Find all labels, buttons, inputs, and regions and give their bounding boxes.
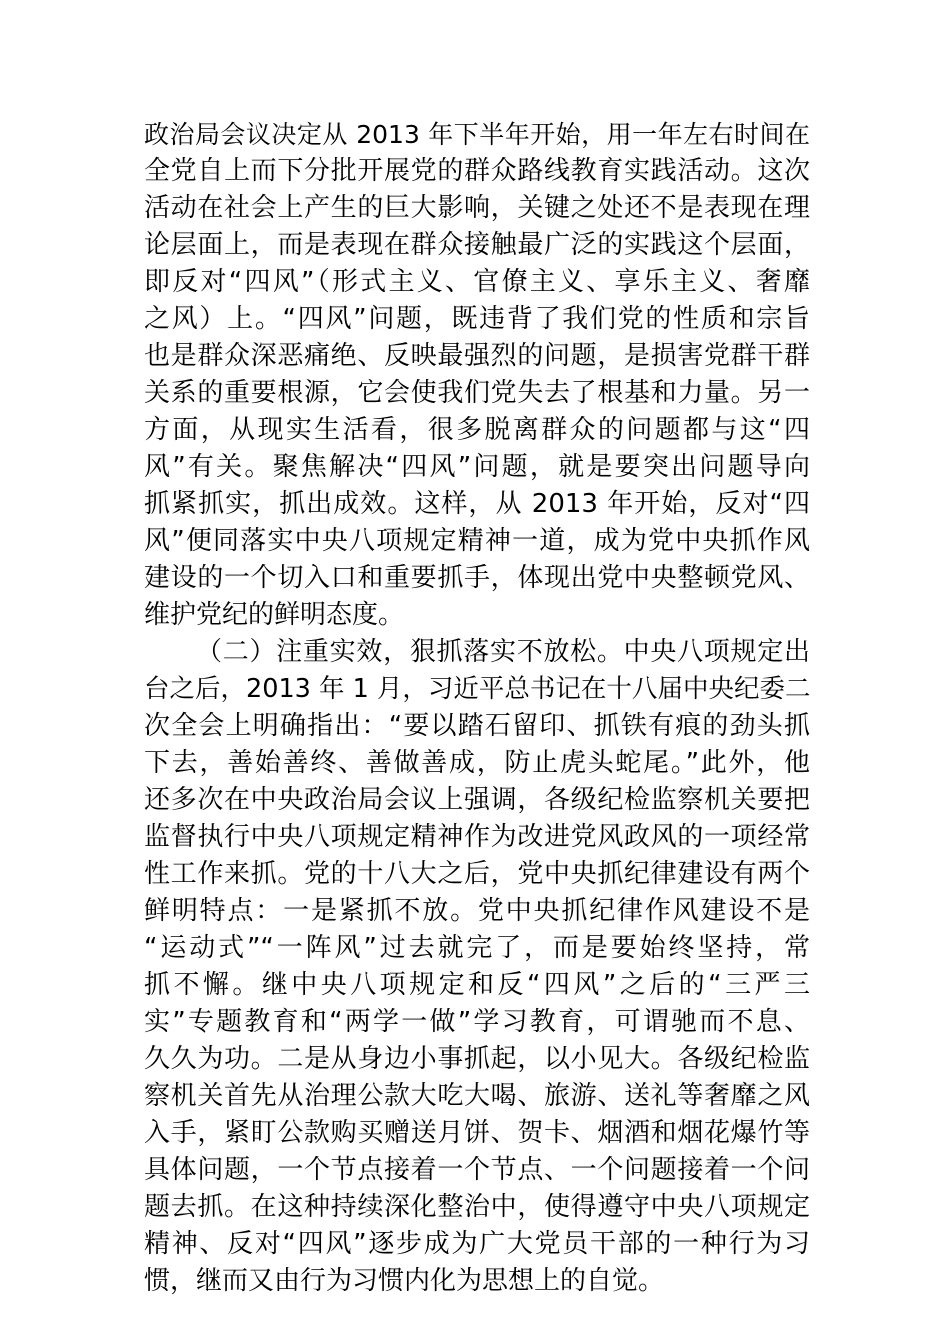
text-line: 抓紧抓实，抓出成效。这样，从 2013 年开始，反对“四 bbox=[144, 489, 810, 519]
text-line: 台之后，2013 年 1 月，习近平总书记在十八届中央纪委二 bbox=[144, 674, 811, 704]
text-line: “运动式”“一阵风”过去就完了，而是要始终坚持，常 bbox=[144, 933, 810, 963]
text-line: 建设的一个切入口和重要抓手，体现出党中央整顿党风、 bbox=[144, 563, 810, 593]
text-line: 精神、反对“四风”逐步成为广大党员干部的一种行为习 bbox=[144, 1229, 810, 1259]
text-line: 也是群众深恶痛绝、反映最强烈的问题，是损害党群干群 bbox=[144, 341, 810, 371]
document-body bbox=[144, 116, 810, 1300]
text-line: 下去，善始善终、善做善成，防止虎头蛇尾。”此外，他 bbox=[144, 748, 810, 778]
text-line: 性工作来抓。党的十八大之后，党中央抓纪律建设有两个 bbox=[144, 859, 810, 889]
text-line: 风”有关。聚焦解决“四风”问题，就是要突出问题导向 bbox=[144, 452, 810, 482]
text-line: 风”便同落实中央八项规定精神一道，成为党中央抓作风 bbox=[144, 526, 810, 556]
text-line: 之风）上。“四风”问题，既违背了我们党的性质和宗旨 bbox=[144, 304, 810, 334]
text-line: 方面，从现实生活看，很多脱离群众的问题都与这“四 bbox=[144, 415, 810, 445]
text-line: 抓不懈。继中央八项规定和反“四风”之后的“三严三 bbox=[144, 970, 810, 1000]
text-line: 题去抓。在这种持续深化整治中，使得遵守中央八项规定 bbox=[144, 1192, 810, 1222]
text-line: （二）注重实效，狠抓落实不放松。中央八项规定出 bbox=[196, 637, 810, 667]
text-line: 活动在社会上产生的巨大影响，关键之处还不是表现在理 bbox=[144, 193, 810, 223]
text-line: 鲜明特点：一是紧抓不放。党中央抓纪律作风建设不是 bbox=[144, 896, 810, 926]
text-line: 还多次在中央政治局会议上强调，各级纪检监察机关要把 bbox=[144, 785, 810, 815]
text-line: 全党自上而下分批开展党的群众路线教育实践活动。这次 bbox=[144, 156, 810, 186]
text-line: 即反对“四风”（形式主义、官僚主义、享乐主义、奢靡 bbox=[144, 267, 810, 297]
text-line: 关系的重要根源，它会使我们党失去了根基和力量。另一 bbox=[144, 378, 810, 408]
text-line: 实”专题教育和“两学一做”学习教育，可谓驰而不息、 bbox=[144, 1007, 810, 1037]
text-line: 惯，继而又由行为习惯内化为思想上的自觉。 bbox=[144, 1266, 665, 1296]
text-line: 维护党纪的鲜明态度。 bbox=[144, 600, 405, 630]
text-line: 久久为功。二是从身边小事抓起，以小见大。各级纪检监 bbox=[144, 1044, 810, 1074]
text-line: 论层面上，而是表现在群众接触最广泛的实践这个层面， bbox=[144, 230, 810, 260]
text-line: 察机关首先从治理公款大吃大喝、旅游、送礼等奢靡之风 bbox=[144, 1081, 810, 1111]
text-line: 入手，紧盯公款购买赠送月饼、贺卡、烟酒和烟花爆竹等 bbox=[144, 1118, 810, 1148]
text-line: 监督执行中央八项规定精神作为改进党风政风的一项经常 bbox=[144, 822, 810, 852]
text-line: 具体问题，一个节点接着一个节点、一个问题接着一个问 bbox=[144, 1155, 810, 1185]
paragraph-2 bbox=[144, 634, 810, 1300]
paragraph-1 bbox=[144, 116, 810, 634]
text-line: 政治局会议决定从 2013 年下半年开始，用一年左右时间在 bbox=[144, 120, 810, 149]
text-line: 次全会上明确指出：“要以踏石留印、抓铁有痕的劲头抓 bbox=[144, 711, 810, 741]
